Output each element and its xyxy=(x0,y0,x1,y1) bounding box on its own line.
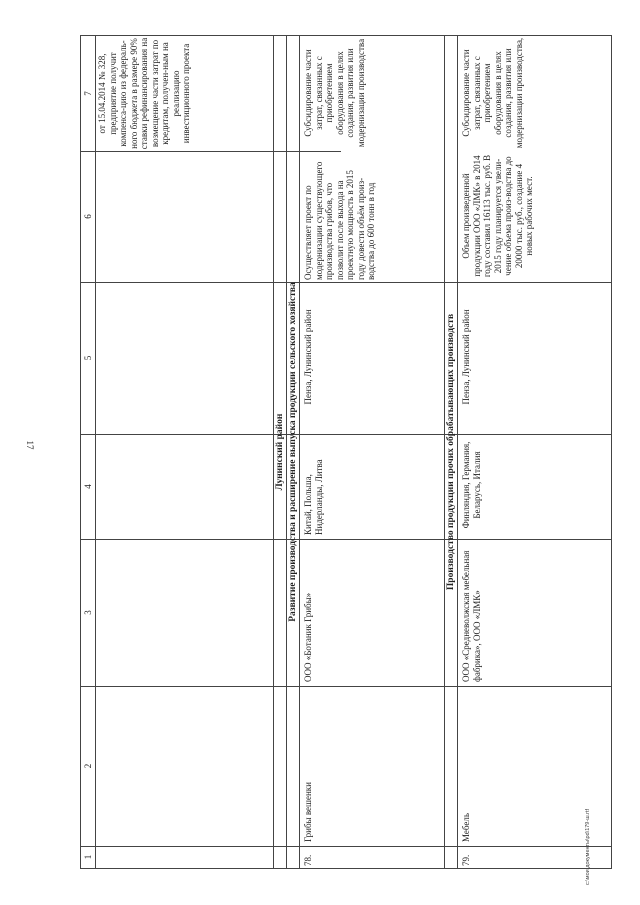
col-number-4: 4 xyxy=(83,484,93,489)
col-number-6: 6 xyxy=(83,214,93,219)
row-79-support: Субсидирование части затрат, связанных с приобретением оборудования в целях создания, развития или модернизации производства, xyxy=(461,37,524,149)
table-sheet xyxy=(80,35,612,869)
row-79-product: Мебель xyxy=(461,813,471,842)
col-number-2: 2 xyxy=(83,763,93,769)
col-number-7: 7 xyxy=(83,91,93,96)
row-79-location: Пенза, Лунинский район xyxy=(461,309,471,405)
row-78-description: Осуществляет проект по модернизации существующего производства грибов, что позволит после выхода на проектную мощность в 2015 году довести объём произ-водства до 600 тонн в год xyxy=(303,161,376,280)
footer-file-path: c:\мои документы\рd\179-ш.rtf xyxy=(585,808,591,885)
section-heading-other: Производство продукции прочих обрабатывающих производств xyxy=(446,313,456,591)
district-heading: Лунинский район xyxy=(275,413,285,491)
row-79-company: ООО «Средневолжская мебельная фабрика», ООО «ЛМК» xyxy=(461,550,482,682)
row-78-location: Пенза, Лунинский район xyxy=(303,309,313,405)
row-79-description: Объем произведенной продукции ООО «ЛМК» в 2014 году составил 16113 тыс. руб. В 2015 году планируется увели-чение объема произ-водства до 20000 тыс. руб., создание 4 новых рабочих мест. xyxy=(461,154,534,278)
row-78-countries: Китай, Польша, Нидерланды, Литва xyxy=(303,459,324,535)
row-78-number: 78. xyxy=(303,854,313,866)
row-79-countries: Финляндия, Германия, Беларусь, Италия xyxy=(461,441,482,529)
col-number-5: 5 xyxy=(83,355,93,361)
row-78-product: Грибы вешенки xyxy=(303,782,313,842)
continued-col7-text: от 15.04.2014 № 328, предприятие получит компенса-цию из федераль-ного бюджета в размере 90% ставки рефинансирования на возмещение части затрат по кредитам, получен-ным на реализацию инвестиционного проекта xyxy=(97,37,191,150)
row-79-number: 79. xyxy=(461,854,471,866)
col-number-1: 1 xyxy=(83,854,93,860)
section-heading-mushrooms: Развитие производства и расширение выпуска продукции сельского хозяйства xyxy=(288,282,298,622)
row-78-support: Субсидирование части затрат, связанных с приобретением оборудования в целях создания, развития или модернизации производства xyxy=(303,38,366,148)
row-78-company: ООО «Ботаник Грибы» xyxy=(303,592,313,682)
col-number-3: 3 xyxy=(83,610,93,615)
page-number: 17 xyxy=(25,440,35,450)
